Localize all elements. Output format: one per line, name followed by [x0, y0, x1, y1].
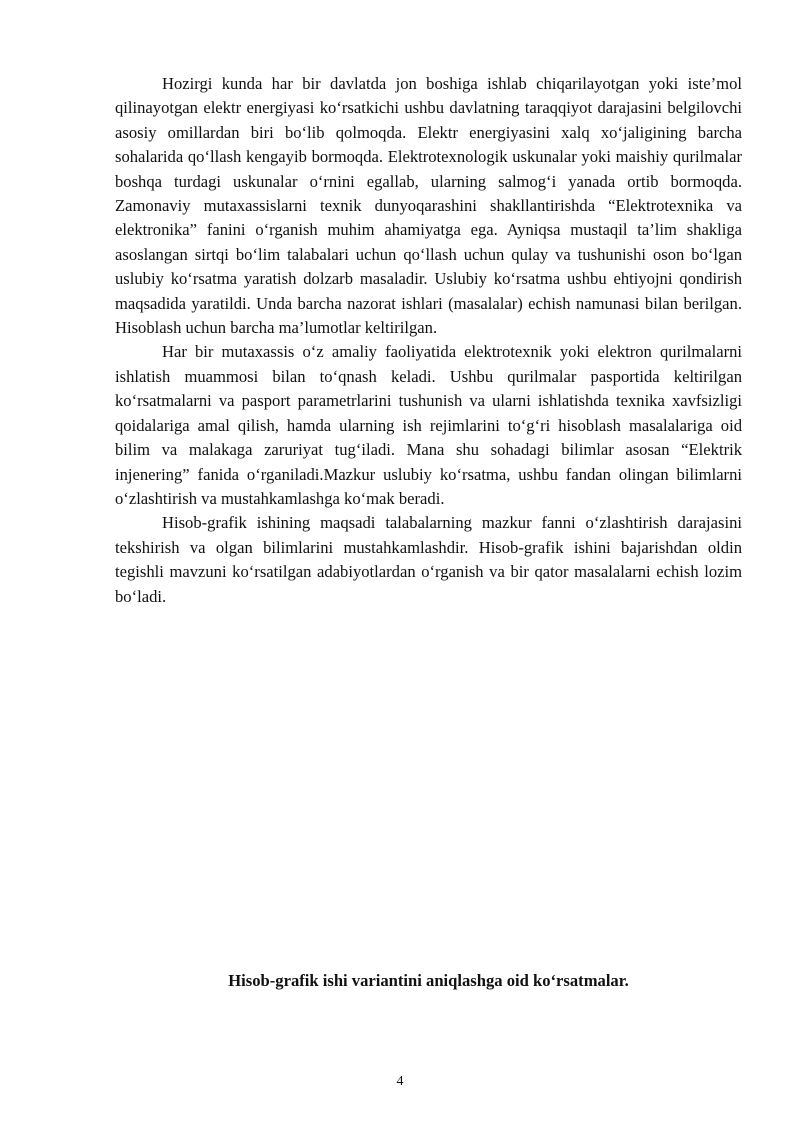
- section-heading: Hisob-grafik ishi variantini aniqlashga oid ko‘rsatmalar.: [228, 971, 629, 990]
- page-number: 4: [396, 1074, 404, 1089]
- paragraph-intro: Hozirgi kunda har bir davlatda jon boshiga ishlab chiqarilayotgan yoki iste’mol qilinayotgan elektr energiyasi ko‘rsatkichi ushbu davlatning taraqqiyot darajasini belgilovchi asosiy omillardan biri bo‘lib qolmoqda. Elektr energiyasini xalq xo‘jaligining barcha sohalarida qo‘llash kengayib bormoqda. Elektrotexnologik uskunalar yoki maishiy qurilmalar boshqa turdagi uskunalar o‘rnini egallab, ularning salmog‘i yanada ortib bormoqda. Zamonaviy mutaxassislarni texnik dunyoqarashini shakllantirishda “Elektrotexnika va elektronika” fanini o‘rganish muhim ahamiyatga ega. Ayniqsa mustaqil ta’lim shakliga asoslangan sirtqi bo‘lim talabalari uchun qo‘llash uchun qulay va tushunishi oson bo‘lgan uslubiy ko‘rsatma yaratish dolzarb masaladir. Uslubiy ko‘rsatma ushbu ehtiyojni qondirish maqsadida yaratildi. Unda barcha nazorat ishlari (masalalar) echish namunasi bilan berilgan. Hisoblash uchun barcha ma’lumotlar keltirilgan.: [115, 74, 742, 338]
- body-text: [115, 72, 742, 609]
- paragraph-purpose: Hisob-grafik ishining maqsadi talabalarning mazkur fanni o‘zlashtirish darajasini tekshirish va olgan bilimlarini mustahkamlashdir. Hisob-grafik ishini bajarishdan oldin tegishli mavzuni ko‘rsatilgan adabiyotlardan o‘rganish va bir qator masalalarni echish lozim bo‘ladi.: [115, 513, 742, 606]
- paragraph-specialist: Har bir mutaxassis o‘z amaliy faoliyatida elektrotexnik yoki elektron qurilmalarni ishlatish muammosi bilan to‘qnash keladi. Ushbu qurilmalar pasportida keltirilgan ko‘rsatmalarni va pasport parametrlarini tushunish va ularni ishlatishda texnika xavfsizligi qoidalariga amal qilish, hamda ularning ish rejimlarini to‘g‘ri hisoblash masalalariga oid bilim va malakaga zaruriyat tug‘iladi. Mana shu sohadagi bilimlar asosan “Elektrik injenering” fanida o‘rganiladi.Mazkur uslubiy ko‘rsatma, ushbu fandan olingan bilimlarni o‘zlashtirish va mustahkamlashga ko‘mak beradi.: [115, 342, 742, 508]
